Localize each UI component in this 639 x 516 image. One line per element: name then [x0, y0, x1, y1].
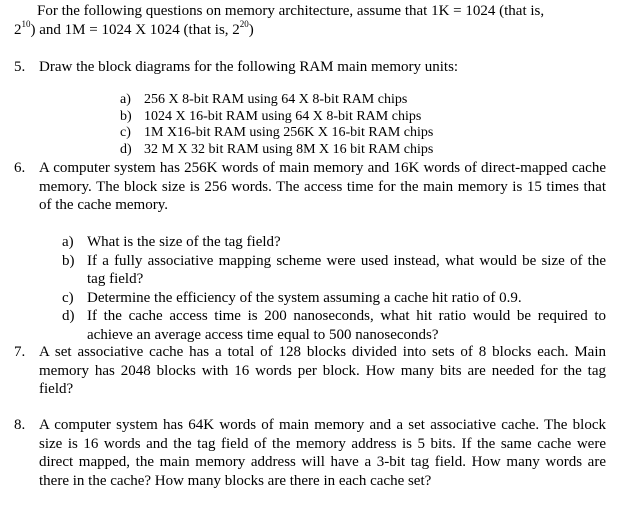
intro-exponent-1: 10 [21, 19, 31, 29]
list-item [62, 252, 606, 289]
question-5 [14, 58, 606, 77]
item-text: What is the size of the tag field? [87, 234, 281, 250]
question-text: Draw the block diagrams for the following RAM main memory units: [39, 59, 459, 75]
question-5-sublist [120, 92, 520, 158]
question-8 [14, 416, 606, 490]
intro-text-3: ) [248, 22, 254, 38]
question-number: 7. [14, 344, 26, 360]
question-text: A computer system has 64K words of main memory and a set associative cache. The block size is 16 words and the tag field of the memory address is 5 bits. If the same cache were direct mapped, the main memory address will have a 3-bit tag field. How many words are there in the cache? How many blocks are there in each cache set? [39, 417, 606, 489]
question-number: 6. [14, 160, 26, 176]
intro-exponent-2: 20 [239, 19, 249, 29]
question-number: 5. [14, 59, 26, 75]
list-item [62, 307, 606, 344]
intro-paragraph [14, 2, 614, 40]
item-text: 1M X16-bit RAM using 256K X 16-bit RAM chips [144, 125, 434, 140]
intro-line-2 [14, 21, 614, 40]
item-text: 32 M X 32 bit RAM using 8M X 16 bit RAM chips [144, 141, 434, 157]
question-text: A computer system has 256K words of main memory and 16K words of direct-mapped cache memory. The block size is 256 words. The access time for the main memory is 15 times that of the cache memory. [39, 160, 606, 213]
question-text: A set associative cache has a total of 128 blocks divided into sets of 8 blocks each. Main memory has 2048 blocks with 16 words per block. How many bits are needed for the tag field? [39, 344, 606, 397]
list-item [120, 142, 520, 159]
item-letter: a) [62, 234, 74, 250]
item-text: If a fully associative mapping scheme were used instead, what would be size of the tag field? [87, 252, 606, 287]
list-item [120, 125, 520, 142]
item-letter: c) [62, 289, 74, 306]
list-item [62, 233, 606, 252]
item-letter: d) [120, 141, 132, 157]
question-6-sublist [62, 233, 606, 344]
item-letter: b) [120, 108, 132, 124]
question-number: 8. [14, 417, 26, 433]
item-letter: a) [120, 92, 131, 107]
intro-text-2: ) and 1M = 1024 X 1024 (that is, 2 [30, 22, 240, 38]
item-letter: d) [62, 308, 75, 324]
item-text: If the cache access time is 200 nanoseconds, what hit ratio would be required to achieve an average access time equal to 500 nanoseconds? [87, 308, 606, 343]
item-text: 256 X 8-bit RAM using 64 X 8-bit RAM chips [144, 92, 408, 107]
question-7 [14, 343, 606, 399]
item-letter: c) [120, 125, 131, 140]
list-item [120, 109, 520, 126]
item-letter: b) [62, 252, 75, 269]
item-text: Determine the efficiency of the system assuming a cache hit ratio of 0.9. [87, 289, 522, 306]
list-item [62, 289, 606, 308]
item-text: 1024 X 16-bit RAM using 64 X 8-bit RAM chips [144, 108, 422, 124]
intro-line-1: For the following questions on memory architecture, assume that 1K = 1024 (that is, [37, 3, 545, 19]
question-6 [14, 159, 606, 215]
list-item [120, 92, 520, 109]
intro-base-1: 2 [14, 22, 22, 38]
